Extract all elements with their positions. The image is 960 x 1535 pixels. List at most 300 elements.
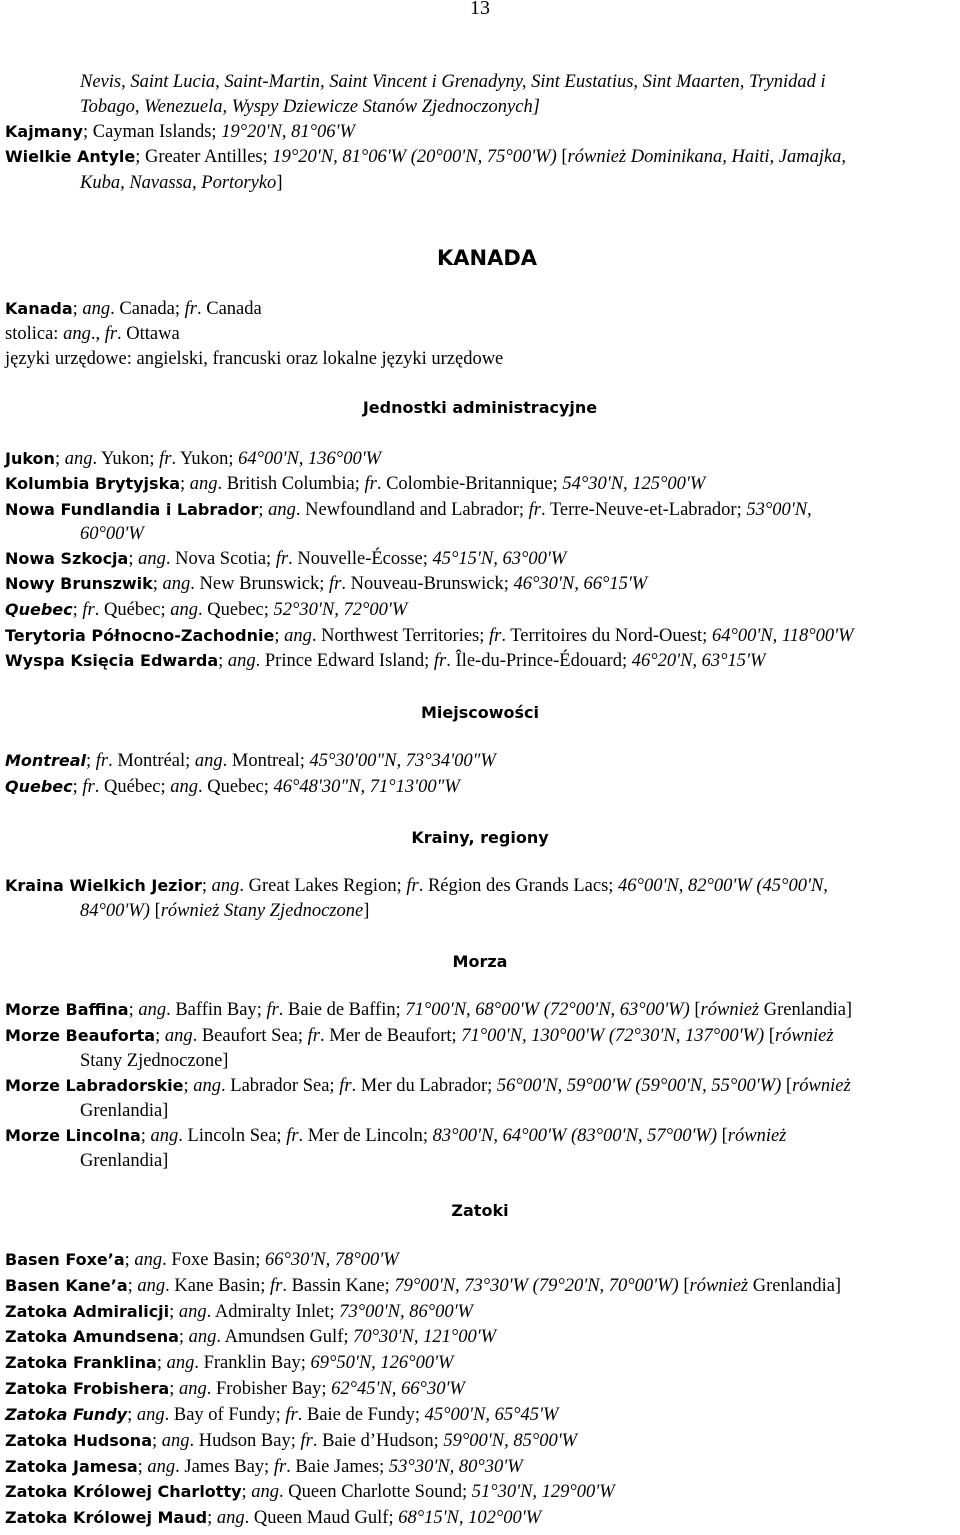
sep: . (278, 1000, 289, 1020)
entry (5, 1354, 453, 1373)
lang-ang: ang (138, 1000, 167, 1020)
lang-ang: ang (170, 600, 199, 620)
entry-name: Morze Labradorskie (5, 1076, 184, 1095)
entry-english: Kane Basin (174, 1276, 261, 1296)
intro-line-2: Tobago, Wenezuela, Wyspy Dziewicze Stanów Zjednoczonych] (80, 97, 540, 117)
sep: . (94, 600, 104, 620)
sep: ; (258, 500, 269, 520)
sep: ; (185, 751, 195, 771)
lang-ang: ang (170, 777, 199, 797)
lang-ang: ang (268, 500, 296, 520)
lang-ang: ang (164, 1026, 193, 1046)
entry-name: Wyspa Księcia Edwarda (5, 651, 219, 670)
sep: . (286, 1457, 296, 1477)
sep: ; (300, 1353, 311, 1373)
entry-coord: 19°20'N, 81°06'W (221, 122, 355, 142)
entry-name: Zatoka Hudsona (5, 1431, 152, 1450)
bracket-close: ] (363, 901, 370, 921)
entry (5, 1251, 399, 1270)
entry-coord-cont: 60°00'W (80, 524, 144, 544)
sep: ; (218, 651, 228, 671)
lang-fr: fr (82, 777, 95, 797)
place-entry (5, 778, 460, 797)
entry-also-value: Grenlandia] (80, 1151, 169, 1171)
bracket-open: [ (717, 1126, 728, 1146)
sep: ; (255, 1250, 265, 1270)
entry-english: Newfoundland and Labrador (305, 500, 519, 520)
lang-ang: ang (178, 1302, 207, 1322)
sep: . (341, 574, 351, 594)
entry (5, 1509, 541, 1528)
lang-ang: ang (63, 324, 91, 344)
sep: . (311, 626, 322, 646)
lang-fr: fr (307, 1026, 320, 1046)
lang-fr: fr (275, 549, 289, 569)
entry-also: również (700, 1000, 760, 1020)
entry (5, 1027, 834, 1046)
lang-fr: fr (339, 1076, 352, 1096)
sep: ; (736, 500, 747, 520)
entry-coord: 51°30'N, 129°00'W (471, 1482, 615, 1502)
entry-coord: 71°00'N, 68°00'W (72°00'N, 63°00'W) (405, 1000, 690, 1020)
entry-coord-cont: 84°00'W) (80, 901, 150, 921)
entry-wielkie-antyle (5, 148, 846, 167)
sep: ; (461, 1482, 472, 1502)
entry-name: Zatoka Franklina (5, 1353, 157, 1372)
entry-name: Zatoka Fundy (5, 1405, 128, 1424)
entry (5, 1127, 786, 1146)
entry-english: ; Cayman Islands; (82, 122, 222, 142)
lang-fr: fr (273, 1457, 287, 1477)
sep: ; (128, 1000, 139, 1020)
entry-name: Kajmany (5, 122, 83, 141)
entry-french: Québec (104, 600, 161, 620)
entry-coord: 68°15'N, 102°00'W (398, 1508, 542, 1528)
lang-fr: fr (329, 574, 342, 594)
entry (5, 1328, 496, 1347)
sep: . (175, 1457, 185, 1477)
entry-english: ; Greater Antilles; (135, 147, 273, 167)
lang-ang: ang (251, 1482, 280, 1502)
entry-kajmany (5, 123, 355, 142)
entry-name: Morze Lincolna (5, 1126, 141, 1145)
sep: ; (160, 777, 171, 797)
sep: . (288, 549, 298, 569)
sep: ; (263, 600, 274, 620)
lang-ang: ang (227, 651, 256, 671)
sep: . (312, 1431, 323, 1451)
entry-coord: 69°50'N, 126°00'W (310, 1353, 454, 1373)
country-name-label: Kanada (5, 299, 73, 318)
sep: ; (207, 1508, 217, 1528)
entry-coord: 56°00'N, 59°00'W (59°00'N, 55°00'W) (496, 1076, 782, 1096)
sep: ; (702, 626, 712, 646)
entry (5, 1077, 851, 1096)
entry-coord: 54°30'N, 125°00'W (562, 474, 706, 494)
sep: ; (621, 651, 632, 671)
sep: ; (169, 1379, 179, 1399)
sep: . (165, 549, 176, 569)
entry-coord: 19°20'N, 81°06'W (20°00'N, 75°00'W) (272, 147, 557, 167)
lang-fr: fr (285, 1405, 298, 1425)
entry-coord: 46°20'N, 63°15'W (631, 651, 766, 671)
entry-also-cont: Kuba, Navassa, Portoryko (80, 173, 277, 193)
sep: ; (264, 1457, 274, 1477)
entry-name: Morze Beauforta (5, 1026, 156, 1045)
lang-ang: ang (147, 1457, 176, 1477)
sep: ; (329, 1076, 340, 1096)
entry-english: Franklin Bay (203, 1353, 301, 1373)
entry-coord: 64°00'N, 136°00'W (238, 449, 382, 469)
sep: . (217, 474, 227, 494)
sep: ; (396, 876, 407, 896)
lang-ang: ang (166, 1353, 195, 1373)
sep: . (376, 474, 387, 494)
sep: ; (329, 1302, 340, 1322)
entry-name: Zatoka Frobishera (5, 1379, 170, 1398)
sep: ., (90, 324, 105, 344)
page-number: 13 (470, 0, 490, 19)
sep: ; (276, 1126, 287, 1146)
bracket-open: [ (781, 1076, 793, 1096)
entry-coord: 45°00'N, 65°45'W (424, 1405, 559, 1425)
lang-ang: ang (64, 449, 93, 469)
entry (5, 1432, 577, 1451)
sep: . (255, 651, 265, 671)
sep: ; (299, 751, 310, 771)
entry (5, 1380, 465, 1399)
sep: ; (256, 1000, 267, 1020)
sep: . (166, 1000, 176, 1020)
lang-ang: ang (193, 1076, 222, 1096)
sep: . (320, 1026, 330, 1046)
sep: . (92, 449, 102, 469)
sep: ; (343, 1327, 354, 1347)
entry-english: Hudson Bay (198, 1431, 291, 1451)
entry-coord: 46°30'N, 66°15'W (513, 574, 648, 594)
sep: ; (433, 1431, 444, 1451)
entry-english: British Columbia (226, 474, 355, 494)
sep: ; (354, 474, 365, 494)
lang-ang: ang (189, 474, 218, 494)
entry-french: Baie de Fundy (306, 1405, 415, 1425)
capital-value: . Ottawa (117, 324, 180, 344)
sep: ; (178, 1327, 189, 1347)
entry-french: Québec (104, 777, 161, 797)
sep: . (164, 1405, 174, 1425)
section-bays-title: Zatoki (451, 1201, 509, 1220)
sep: ; (379, 1457, 389, 1477)
sep: ; (180, 474, 190, 494)
sep: ; (152, 574, 163, 594)
entry-name: Wielkie Antyle (5, 147, 136, 166)
sep: ; (72, 600, 83, 620)
entry (5, 877, 828, 896)
lang-ang: ang (137, 1276, 166, 1296)
admin-entry (5, 550, 566, 569)
entry-name: Zatoka Królowej Charlotty (5, 1482, 242, 1501)
entry-name: Terytoria Północno-Zachodnie (5, 626, 275, 645)
sep: . (171, 449, 181, 469)
sep: ; (608, 876, 619, 896)
entry-english: Labrador Sea (230, 1076, 330, 1096)
entry-also: również (792, 1076, 851, 1096)
entry (5, 1458, 523, 1477)
sep: ; (183, 1076, 194, 1096)
entry (5, 1303, 473, 1322)
entry-cont (80, 1152, 168, 1171)
entry-english: Prince Edward Island (264, 651, 425, 671)
lang-fr: fr (104, 324, 118, 344)
entry-french: Colombie-Britannique (386, 474, 553, 494)
entry-name: Jukon (5, 449, 55, 468)
lang-fr: fr (286, 1126, 299, 1146)
entry-english: Montreal (231, 751, 300, 771)
country-name-line (5, 300, 262, 319)
admin-entry (5, 652, 765, 671)
entry-name: Kraina Wielkich Jezior (5, 876, 202, 895)
sep: . (501, 626, 511, 646)
lang-ang: ang (136, 1405, 165, 1425)
sep: . (206, 1302, 215, 1322)
entry (5, 1406, 558, 1425)
sep: ; (149, 449, 160, 469)
sep: . (279, 1482, 289, 1502)
entry (5, 1483, 615, 1502)
sep: ; (151, 1431, 162, 1451)
entry-english: Beaufort Sea (201, 1026, 298, 1046)
entry-english: Bay of Fundy (173, 1405, 276, 1425)
entry-french: Montréal (117, 751, 186, 771)
sep: ; (266, 549, 276, 569)
sep: ; (241, 1482, 252, 1502)
entry-name: Zatoka Jamesa (5, 1457, 138, 1476)
entry-french: Bassin Kane (291, 1276, 385, 1296)
sep: ; (72, 777, 83, 797)
entry-also-value: Grenlandia] (80, 1101, 169, 1121)
entry (5, 1277, 841, 1296)
sep: ; (127, 1276, 138, 1296)
lang-ang: ang (134, 1250, 163, 1270)
admin-entry (5, 575, 647, 594)
sep: ; (297, 1026, 308, 1046)
entry-name: Nowa Szkocja (5, 549, 129, 568)
entry-also: również (689, 1276, 749, 1296)
sep: . (221, 1076, 231, 1096)
sep: . (194, 1353, 204, 1373)
entry-also-value: Grenlandia] (748, 1276, 842, 1296)
sep: . (216, 1327, 225, 1347)
sep: ; (156, 1353, 167, 1373)
sep: ; (321, 1379, 332, 1399)
entry-name: Montreal (5, 751, 86, 770)
bracket-open: [ (689, 1000, 701, 1020)
section-places-title: Miejscowości (420, 703, 539, 722)
capital-line (5, 325, 180, 344)
lang-fr: fr (528, 500, 541, 520)
entry-coord: 79°00'N, 73°30'W (79°20'N, 70°00'W) (394, 1276, 679, 1296)
sep: . (162, 1250, 172, 1270)
entry-coord: 59°00'N, 85°00'W (443, 1431, 578, 1451)
sep: ; (128, 549, 139, 569)
sep: ; (137, 1457, 148, 1477)
entry-also: również (774, 1026, 834, 1046)
country-name-en: . Canada; (110, 299, 185, 319)
entry-coord: 66°30'N, 78°00'W (264, 1250, 399, 1270)
sep: . (297, 1405, 307, 1425)
lang-fr: fr (269, 1276, 283, 1296)
entry-french: Mer du Labrador (360, 1076, 488, 1096)
sep: ; (422, 549, 433, 569)
sep: ; (85, 751, 96, 771)
sep: ; (201, 876, 212, 896)
sep: ; (72, 299, 83, 319)
lang-ang: ang (162, 574, 191, 594)
admin-entry (5, 450, 381, 469)
sep: . (239, 876, 249, 896)
entry-also: również (727, 1126, 787, 1146)
country-name-fr: . Canada (197, 299, 262, 319)
entry-english: Frobisher Bay (216, 1379, 322, 1399)
sep: ; (518, 500, 529, 520)
sep: ; (54, 449, 65, 469)
entry-french: Baie de Baffin (288, 1000, 396, 1020)
entry-french: Nouveau-Brunswick (350, 574, 504, 594)
intro-line-1: Nevis, Saint Lucia, Saint-Martin, Saint Vincent i Grenadyny, Sint Eustatius, Sint Maarten, Trynidad i (80, 72, 826, 92)
sep: ; (127, 1405, 137, 1425)
admin-entry (5, 627, 854, 646)
lang-fr: fr (159, 449, 172, 469)
sep: ; (424, 651, 434, 671)
entry-cont (80, 1102, 168, 1121)
sep: . (189, 1431, 199, 1451)
sep: ; (260, 1276, 270, 1296)
lang-ang: ang (194, 751, 223, 771)
entry-french: Territoires du Nord-Ouest (510, 626, 703, 646)
lang-ang: ang (211, 876, 240, 896)
entry-coord: 45°15'N, 63°00'W (432, 549, 567, 569)
sep: ; (503, 574, 514, 594)
entry-coord: 45°30'00"N, 73°34'00"W (309, 751, 496, 771)
entry-coord: 70°30'N, 121°00'W (353, 1327, 497, 1347)
lang-ang: ang (82, 299, 111, 319)
entry-cont (80, 1052, 228, 1071)
entry-name: Zatoka Admiralicji (5, 1302, 170, 1321)
lang-ang: ang (150, 1126, 179, 1146)
sep: . (295, 500, 306, 520)
entry-french: Terre-Neuve-et-Labrador (549, 500, 737, 520)
entry-english: James Bay (184, 1457, 265, 1477)
lang-ang: ang (216, 1508, 245, 1528)
sep: . (198, 600, 208, 620)
section-seas-title: Morza (452, 952, 508, 971)
sep: ; (140, 1126, 151, 1146)
sep: . (206, 1379, 216, 1399)
lang-fr: fr (82, 600, 95, 620)
entry-name: Quebec (5, 777, 73, 796)
capital-label: stolica: (5, 324, 64, 344)
sep: . (190, 574, 200, 594)
bracket-open: [ (678, 1276, 690, 1296)
lang-fr: fr (489, 626, 502, 646)
country-title: KANADA (437, 246, 538, 270)
entry-name: Kolumbia Brytyjska (5, 474, 180, 493)
entry-english: Quebec (207, 777, 264, 797)
entry-french: Baie d’Hudson (322, 1431, 434, 1451)
lang-ang: ang (179, 1379, 207, 1399)
sep: ; (274, 626, 285, 646)
entry-english: Admiralty Inlet (214, 1302, 330, 1322)
sep: . (192, 1026, 202, 1046)
sep: ; (487, 1076, 497, 1096)
sep: . (198, 777, 208, 797)
sep: . (540, 500, 550, 520)
entry-coord: 71°00'N, 130°00'W (72°30'N, 137°00'W) (461, 1026, 765, 1046)
entry-name: Zatoka Amundsena (5, 1327, 179, 1346)
entry-coord: 73°00'N, 86°00'W (339, 1302, 473, 1322)
entry-cont (80, 902, 369, 921)
sep: ; (160, 600, 171, 620)
entry-also-value: Grenlandia] (759, 1000, 853, 1020)
sep: ; (422, 1126, 433, 1146)
entry-coord: 53°30'N, 80°30'W (388, 1457, 523, 1477)
entry-coord: 52°30'N, 72°00'W (273, 600, 408, 620)
bracket-close: ] (276, 173, 283, 193)
admin-entry (5, 501, 812, 520)
sep: ; (384, 1276, 395, 1296)
lang-fr: fr (433, 651, 447, 671)
entry-wielkie-antyle-cont (80, 174, 282, 193)
lang-ang: ang (188, 1327, 217, 1347)
sep: . (108, 751, 118, 771)
entry-english: Amundsen Gulf (224, 1327, 344, 1347)
sep: ; (479, 626, 490, 646)
place-entry (5, 752, 496, 771)
bracket-open: [ (764, 1026, 775, 1046)
entry-coord: 46°48'30"N, 71°13'00"W (273, 777, 460, 797)
lang-fr: fr (364, 474, 377, 494)
entry-french: Région des Grands Lacs (427, 876, 609, 896)
entry-also: również Dominikana, Haiti, Jamajka, (567, 147, 847, 167)
sep: . (222, 751, 232, 771)
lang-ang: ang (284, 626, 312, 646)
entry-french: Baie James (295, 1457, 380, 1477)
lang-fr: fr (300, 1431, 313, 1451)
sep: ; (319, 574, 330, 594)
sep: . (94, 777, 104, 797)
sep: ; (388, 1508, 399, 1528)
entry-english: Great Lakes Region (248, 876, 397, 896)
entry-coord: 64°00'N, 118°00'W (711, 626, 854, 646)
bracket-open: [ (149, 901, 161, 921)
entry-french: Mer de Beaufort (329, 1026, 452, 1046)
lang-ang: ang (161, 1431, 190, 1451)
lang-fr: fr (95, 751, 109, 771)
entry-french: Yukon (180, 449, 229, 469)
entry-english: Queen Charlotte Sound (288, 1482, 462, 1502)
entry-name: Basen Foxe’a (5, 1250, 125, 1269)
sep: . (298, 1126, 308, 1146)
sep: . (446, 651, 456, 671)
sep: . (178, 1126, 188, 1146)
sep: ; (552, 474, 563, 494)
sep: ; (451, 1026, 462, 1046)
lang-ang: ang (138, 549, 166, 569)
admin-entry (5, 475, 705, 494)
entry-english: New Brunswick (199, 574, 320, 594)
entry-english: Queen Maud Gulf (253, 1508, 389, 1528)
entry-coord: 46°00'N, 82°00'W (45°00'N, (618, 876, 828, 896)
